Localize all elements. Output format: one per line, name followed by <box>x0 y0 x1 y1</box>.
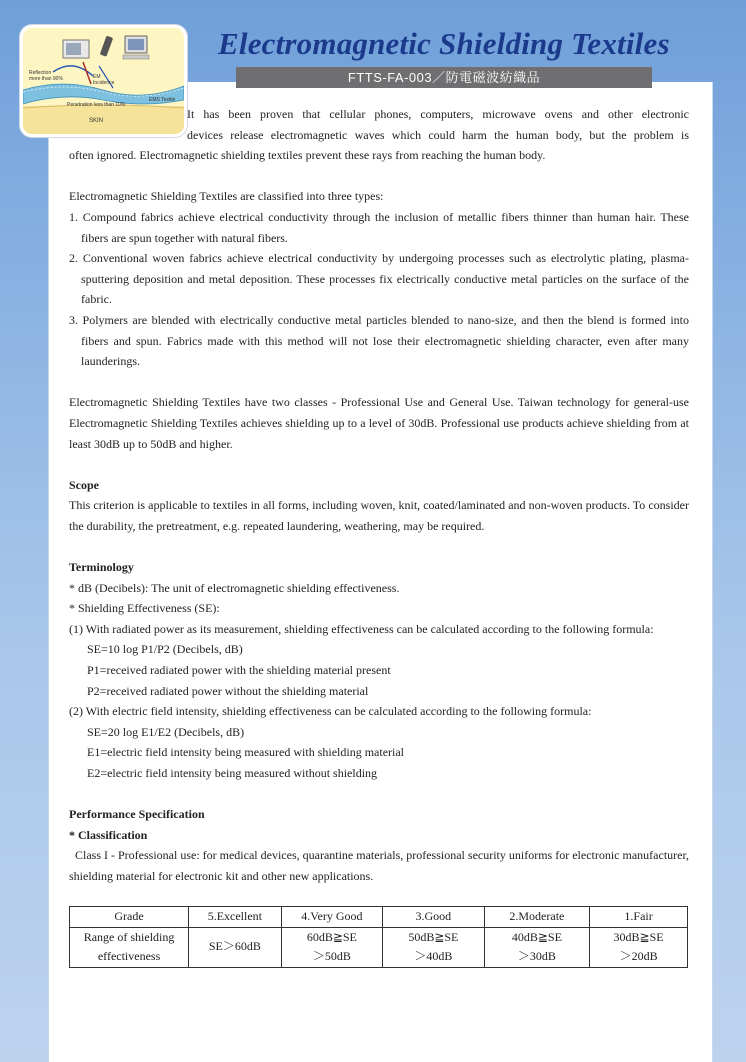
range-2-line-2: ＞30dB <box>517 949 556 963</box>
intro-line-1: It has been proven that cellular phones, computers, microwave ovens and other electronic <box>187 107 689 121</box>
term-item-2: (2) With electric field intensity, shielding effectiveness can be calculated according to the following formula: <box>69 704 592 719</box>
intro-line-3: often ignored. Electromagnetic shielding textiles prevent these rays from reaching the human body. <box>69 148 546 163</box>
intro-line-2: devices release electromagnetic waves which could harm the human body, but the problem is <box>187 127 689 142</box>
standard-code-bar: FTTS-FA-003／防電磁波紡織品 <box>236 67 652 88</box>
term-item-1: (1) With radiated power as its measurement, shielding effectiveness can be calculated according to the following formula: <box>69 621 654 636</box>
em-incidence-label: EM Incidence <box>93 74 115 86</box>
grade-cell-5: 5.Excellent <box>189 907 282 928</box>
grade-cell-3: 3.Good <box>383 907 485 928</box>
skin-label: SKIN <box>89 118 104 124</box>
range-1-line-2: ＞20dB <box>619 949 658 963</box>
performance-heading: Performance Specification <box>69 807 205 822</box>
range-cell-4 <box>281 927 383 967</box>
range-3-line-1: 50dB≧SE <box>408 929 459 944</box>
range-header-cell <box>70 927 189 967</box>
range-1-line-1: 30dB≧SE <box>613 929 664 944</box>
range-cell-2 <box>484 927 590 967</box>
table-row <box>70 907 688 928</box>
formula-e2: E2=electric field intensity being measured without shielding <box>87 766 378 780</box>
term-se: * Shielding Effectiveness (SE): <box>69 601 220 616</box>
formula-p1: P1=received radiated power with the shielding material present <box>87 663 391 678</box>
grade-cell-4: 4.Very Good <box>281 907 383 928</box>
terminology-heading: Terminology <box>69 560 134 575</box>
grade-header-cell: Grade <box>70 907 189 928</box>
scope-text: This criterion is applicable to textiles in all forms, including woven, knit, coated/laminated and non-woven products. To consider the durability, the pretreatment, e.g. repeated laundering, weathering, may be required. <box>69 498 689 533</box>
range-2-line-1: 40dB≧SE <box>511 929 562 944</box>
document-body <box>69 104 689 887</box>
formula-se-power: SE=10 log P1/P2 (Decibels, dB) <box>87 642 243 657</box>
grade-cell-1: 1.Fair <box>590 907 688 928</box>
grade-cell-2: 2.Moderate <box>484 907 590 928</box>
range-label-line-2: effectiveness <box>97 949 161 963</box>
ems-textile-label: EMS Textile <box>149 97 176 103</box>
type-item-2: 2. Conventional woven fabrics achieve electrical conductivity by undergoing processes such as electrolytic plating, plasma-sputtering deposition and metal deposition. These processes fix electrically conductive metal particles on the surface of the fabric. <box>69 251 689 307</box>
table-row <box>70 927 688 967</box>
range-cell-3 <box>383 927 485 967</box>
formula-e1: E1=electric field intensity being measured with shielding material <box>87 745 405 760</box>
range-cell-5 <box>189 927 282 967</box>
page-title: Electromagnetic Shielding Textiles <box>218 26 670 61</box>
class1-text: Class I - Professional use: for medical devices, quarantine materials, professional security uniforms for electronic manufacturer, shielding material for electronic kit and other new applications. <box>69 848 689 883</box>
range-label-line-1: Range of shielding <box>83 929 175 944</box>
formula-p2: P2=received radiated power without the shielding material <box>87 683 369 698</box>
scope-heading: Scope <box>69 477 99 492</box>
classification-heading: * Classification <box>69 827 148 842</box>
phone-icon <box>100 36 113 57</box>
range-4-line-2: ＞50dB <box>312 949 351 963</box>
range-5-line-1: SE＞60dB <box>208 939 261 954</box>
type-item-3: 3. Polymers are blended with electrically conductive metal particles blended to nano-size, and then the blend is formed into fibers and spun. Fabrics made with this method will not lose their electromagnetic shielding character, even after many launderings. <box>69 312 689 369</box>
classes-paragraph: Electromagnetic Shielding Textiles have two classes - Professional Use and General Use. Taiwan technology for general-use Electromagnetic Shielding Textiles achieves shielding up to a level of 30dB. Professional use products achieve shielding from at least 30dB up to 50dB and higher. <box>69 395 689 451</box>
reflection-label: Reflection more than 90% <box>29 70 63 82</box>
term-db: * dB (Decibels): The unit of electromagnetic shielding effectiveness. <box>69 580 400 595</box>
range-4-line-1: 60dB≧SE <box>306 929 357 944</box>
range-cell-1 <box>590 927 688 967</box>
types-lead: Electromagnetic Shielding Textiles are classified into three types: <box>69 189 384 204</box>
type-item-1: 1. Compound fabrics achieve electrical conductivity through the inclusion of metallic fibers thinner than human hair. These fibers are spun together with natural fibers. <box>69 209 689 245</box>
formula-se-field: SE=20 log E1/E2 (Decibels, dB) <box>87 724 245 739</box>
penetration-label: Penetration less than 10% <box>67 102 126 108</box>
shielding-grade-table <box>69 906 688 968</box>
range-3-line-2: ＞40dB <box>414 949 453 963</box>
